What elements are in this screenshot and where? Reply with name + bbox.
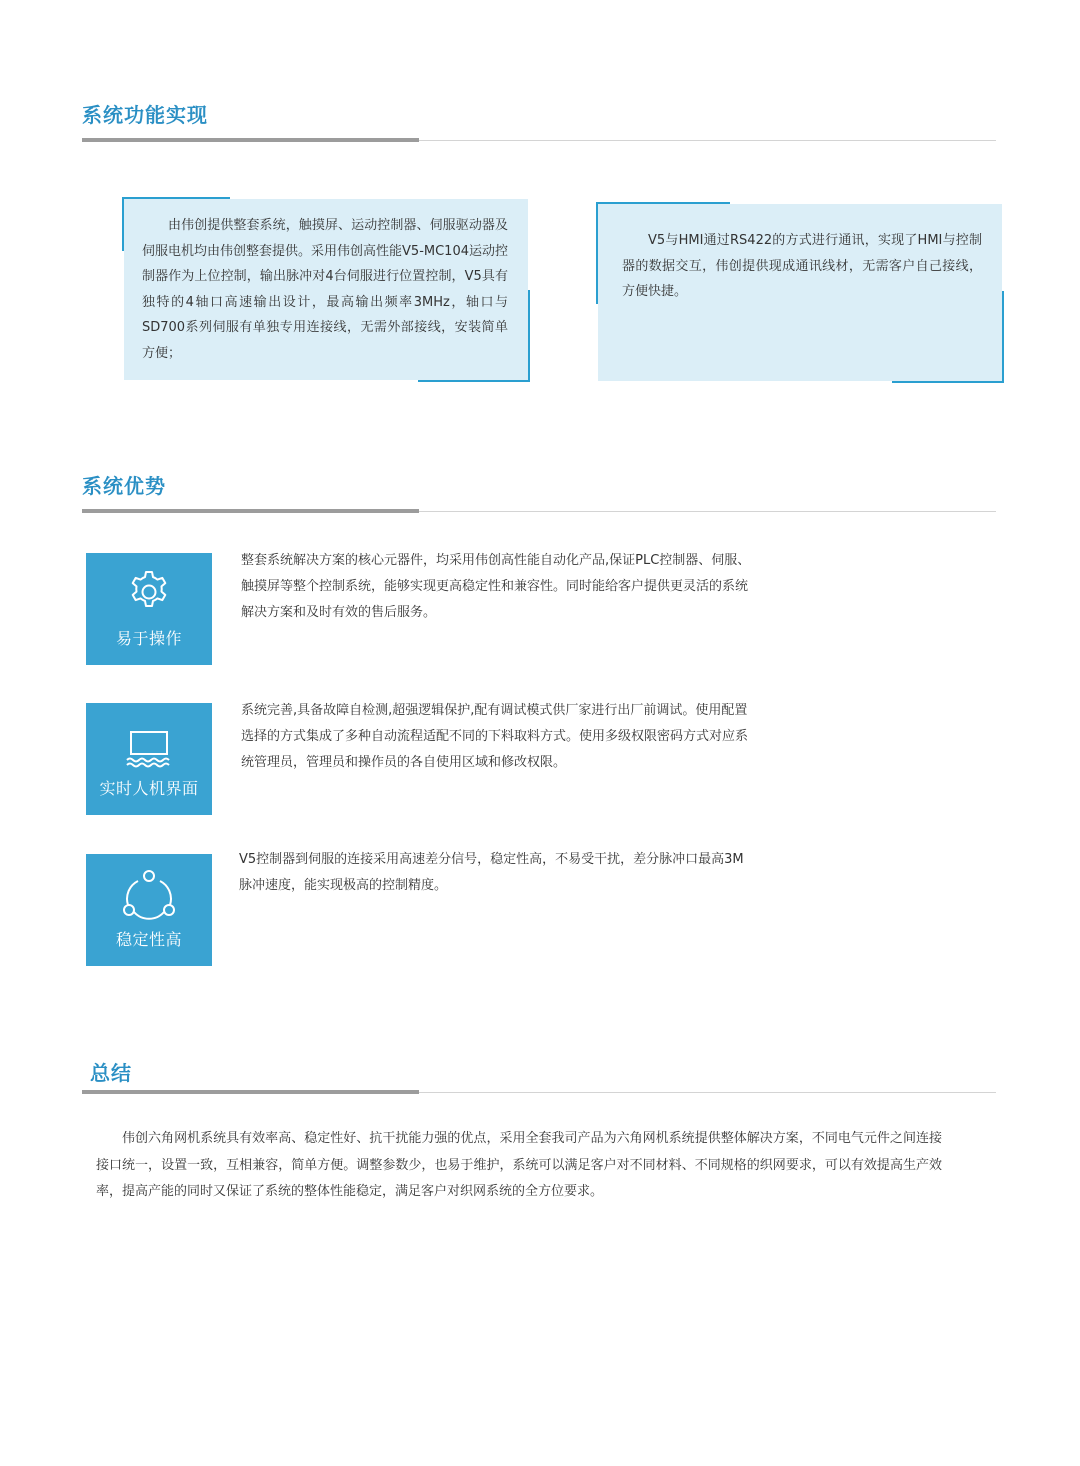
section-divider — [82, 140, 996, 141]
card-corner-accent — [892, 291, 1004, 383]
function-card-text: V5与HMI通过RS422的方式进行通讯，实现了HMI与控制器的数据交互，伟创提供现成通讯线材，无需客户自己接线，方便快捷。 — [622, 233, 982, 299]
section-divider — [82, 511, 996, 512]
section-title-advantage: 系统优势 — [82, 474, 166, 498]
advantage-badge-ease — [86, 553, 212, 665]
advantage-text: 整套系统解决方案的核心元器件，均采用伟创高性能自动化产品,保证PLC控制器、伺服、触摸屏等整个控制系统，能够实现更高稳定性和兼容性。同时能给客户提供更灵活的系统解决方案和及时有效的售后服务。 — [241, 553, 751, 620]
advantage-label: 易于操作 — [115, 629, 182, 648]
section-divider — [82, 1092, 996, 1093]
section-title-function: 系统功能实现 — [82, 103, 208, 127]
summary-text: 伟创六角网机系统具有效率高、稳定性好、抗干扰能力强的优点，采用全套我司产品为六角网机系统提供整体解决方案，不同电气元件之间连接接口统一，设置一致，互相兼容，简单方便。调整参数少，也易于维护，系统可以满足客户对不同材料、不同规格的织网要求，可以有效提高生产效率，提高产能的同时又保证了系统的整体性能稳定，满足客户对织网系统的全方位要求。 — [96, 1131, 942, 1199]
advantage-label: 稳定性高 — [115, 930, 182, 949]
function-card-1 — [124, 199, 528, 380]
gear-icon — [126, 569, 172, 615]
network-icon — [121, 868, 177, 920]
monitor-icon — [125, 729, 173, 769]
advantage-label: 实时人机界面 — [99, 779, 199, 798]
function-card-2 — [598, 204, 1002, 381]
section-title-summary: 总结 — [90, 1061, 132, 1085]
advantage-badge-hmi — [86, 703, 212, 815]
advantage-badge-stability — [86, 854, 212, 966]
function-card-text: 由伟创提供整套系统，触摸屏、运动控制器、伺服驱动器及伺服电机均由伟创整套提供。采用伟创高性能V5-MC104运动控制器作为上位控制，输出脉冲对4台伺服进行位置控制，V5具有独特的4轴口高速输出设计，最高输出频率3MHz，轴口与SD700系列伺服有单独专用连接线，无需外部接线，安装简单方便； — [142, 218, 508, 361]
advantage-text: 系统完善,具备故障自检测,超强逻辑保护,配有调试模式供厂家进行出厂前调试。使用配置选择的方式集成了多种自动流程适配不同的下料取料方式。使用多级权限密码方式对应系统管理员，管理员和操作员的各自使用区域和修改权限。 — [241, 703, 749, 770]
advantage-text: V5控制器到伺服的连接采用高速差分信号，稳定性高，不易受干扰，差分脉冲口最高3M脉冲速度，能实现极高的控制精度。 — [239, 852, 744, 893]
